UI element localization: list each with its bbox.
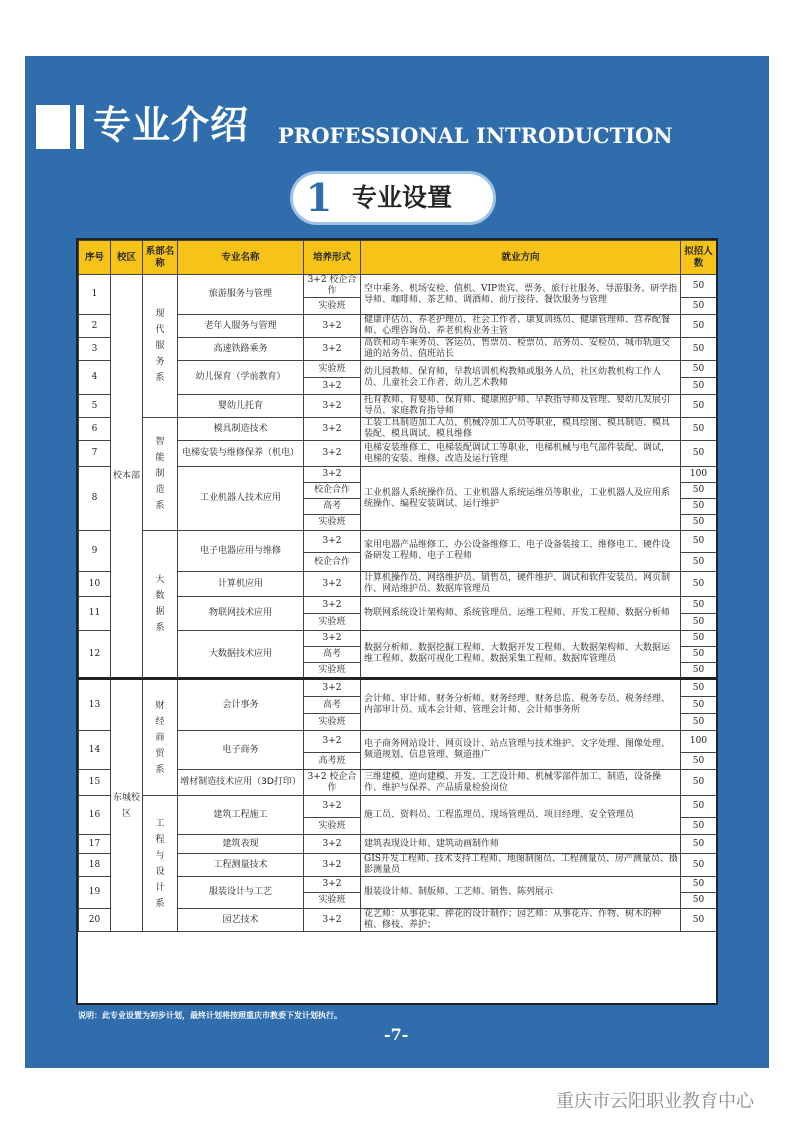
department-cell: 财经商贸系	[143, 679, 178, 796]
training-mode: 实验班	[304, 515, 361, 531]
row-seq: 14	[79, 731, 111, 770]
row-seq: 12	[79, 631, 111, 679]
training-mode: 3+2	[304, 909, 361, 932]
quota: 50	[681, 418, 717, 441]
career-direction: 空中乘务、机场安检、值机、VIP贵宾、票务、旅行社服务、导游服务、研学指导师、咖啡师、茶艺师、调酒师、前厅接待、餐饮服务与管理	[361, 275, 681, 315]
section-title: 专业设置	[352, 183, 453, 212]
quota: 50	[681, 572, 717, 597]
row-seq: 3	[79, 338, 111, 361]
quota: 50	[681, 395, 717, 418]
training-mode: 3+2	[304, 679, 361, 697]
majors-table	[76, 238, 718, 1005]
quota: 50	[681, 877, 717, 893]
training-mode: 高考	[304, 647, 361, 663]
career-direction: 计算机操作员、网络维护员、销售员，硬件维护、调试和软件安装员、网页制作、网站维护员、数据库管理员	[361, 572, 681, 597]
row-seq: 6	[79, 418, 111, 441]
career-direction: 工业机器人系统操作员、工业机器人系统运维员等职业，工业机器人及应用系统操作、编程安装调试、运行维护	[361, 467, 681, 531]
row-seq: 1	[79, 275, 111, 315]
quota: 50	[681, 697, 717, 714]
page-title-english: PROFESSIONAL INTRODUCTION	[278, 123, 673, 148]
department-cell: 大数据系	[143, 531, 178, 679]
training-mode: 实验班	[304, 893, 361, 909]
training-mode: 高考	[304, 697, 361, 714]
career-direction: 幼儿园教师、保育师，早教培训机构教师或服务人员，社区幼教机构工作人员、儿童社会工作者、幼儿艺术教师	[361, 361, 681, 395]
major-name: 婴幼儿托育	[178, 395, 304, 418]
major-name: 大数据技术应用	[178, 631, 304, 679]
career-direction: GIS开发工程师、技术支持工程师、地图制图员、工程测量员、房产测量员、摄影测量员	[361, 854, 681, 877]
page-number: -7-	[384, 1025, 409, 1044]
quota: 50	[681, 714, 717, 731]
training-mode: 3+2	[304, 441, 361, 467]
quota: 50	[681, 614, 717, 631]
training-mode: 3+2	[304, 877, 361, 893]
training-mode: 实验班	[304, 714, 361, 731]
major-name: 服装设计与工艺	[178, 877, 304, 909]
quota: 50	[681, 818, 717, 835]
career-direction: 花艺师：从事花束、捧花的设计制作；园艺师：从事花卉、作物、树木的种植、修枝、养护；	[361, 909, 681, 932]
department-cell: 智能制造系	[143, 418, 178, 531]
quota: 50	[681, 597, 717, 614]
quota: 100	[681, 731, 717, 753]
training-mode: 实验班	[304, 298, 361, 315]
row-seq: 2	[79, 315, 111, 338]
training-mode: 校企合作	[304, 553, 361, 572]
major-name: 计算机应用	[178, 572, 304, 597]
major-name: 老年人服务与管理	[178, 315, 304, 338]
training-mode: 3+2	[304, 378, 361, 395]
header-dept: 系部名称	[143, 241, 178, 275]
header-mode: 培养形式	[304, 241, 361, 275]
career-direction: 物联网系统设计架构师、系统管理员、运维工程师、开发工程师、数据分析师	[361, 597, 681, 631]
page-title: 专业介绍	[93, 103, 250, 147]
training-mode: 3+2	[304, 572, 361, 597]
table-row	[79, 531, 717, 553]
major-name: 旅游服务与管理	[178, 275, 304, 315]
major-name: 工程测量技术	[178, 854, 304, 877]
training-mode: 3+2	[304, 531, 361, 553]
row-seq: 16	[79, 796, 111, 835]
quota: 50	[681, 298, 717, 315]
major-name: 物联网技术应用	[178, 597, 304, 631]
major-name: 高速铁路乘务	[178, 338, 304, 361]
quota: 50	[681, 361, 717, 378]
table-row	[79, 275, 717, 298]
row-seq: 4	[79, 361, 111, 395]
quota: 50	[681, 770, 717, 796]
training-mode: 3+2	[304, 835, 361, 854]
training-mode: 3+2	[304, 418, 361, 441]
quota: 50	[681, 663, 717, 679]
footnote: 说明：此专业设置为初步计划，最终计划将按照重庆市教委下发计划执行。	[78, 1011, 342, 1020]
career-direction: 电子商务网站设计、网页设计、站点管理与技术维护、文字处理、图像处理、频道规划、信息管理、频道推广	[361, 731, 681, 770]
quota: 50	[681, 835, 717, 854]
section-number: 1	[305, 175, 333, 220]
header-quota: 拟招人数	[681, 241, 717, 275]
career-direction: 托育教师、育婴师、保育师、健康照护师、早教指导师及管理、婴幼儿发展引导员、家庭教育指导师	[361, 395, 681, 418]
quota: 50	[681, 531, 717, 553]
quota: 50	[681, 893, 717, 909]
row-seq: 15	[79, 770, 111, 796]
quota: 50	[681, 338, 717, 361]
watermark-text: 重庆市云阳职业教育中心	[556, 1091, 754, 1112]
training-mode: 校企合作	[304, 483, 361, 499]
quota: 100	[681, 467, 717, 483]
campus-cell: 东城校区	[111, 679, 143, 932]
row-seq: 11	[79, 597, 111, 631]
quota: 50	[681, 854, 717, 877]
major-name: 会计事务	[178, 679, 304, 731]
quota: 50	[681, 483, 717, 499]
title-accent-bar	[76, 105, 84, 149]
training-mode: 3+2	[304, 854, 361, 877]
row-seq: 17	[79, 835, 111, 854]
major-name: 建筑表现	[178, 835, 304, 854]
department-cell: 现代服务系	[143, 275, 178, 418]
training-mode: 实验班	[304, 361, 361, 378]
row-seq: 10	[79, 572, 111, 597]
major-name: 电梯安装与维修保养（机电）	[178, 441, 304, 467]
table-row	[79, 796, 717, 818]
career-direction: 服装设计师、制版师、工艺师、销售、陈列展示	[361, 877, 681, 909]
table-row	[79, 679, 717, 697]
quota: 50	[681, 753, 717, 770]
quota: 50	[681, 499, 717, 515]
campus-cell: 校本部	[111, 275, 143, 679]
row-seq: 18	[79, 854, 111, 877]
quota: 50	[681, 378, 717, 395]
training-mode: 实验班	[304, 614, 361, 631]
training-mode: 3+2	[304, 315, 361, 338]
training-mode: 3+2	[304, 796, 361, 818]
title-accent-block	[36, 105, 70, 149]
career-direction: 三维建模、逆向建模、开发、工艺设计师、机械零部件加工、制造，设备操作、维护与保养、产品质量检验岗位	[361, 770, 681, 796]
major-name: 工业机器人技术应用	[178, 467, 304, 531]
training-mode: 3+2 校企合作	[304, 275, 361, 298]
training-mode: 3+2	[304, 597, 361, 614]
quota: 50	[681, 315, 717, 338]
career-direction: 施工员、资料员、工程监理员、现场管理员、项目经理、安全管理员	[361, 796, 681, 835]
major-name: 幼儿保育（学前教育）	[178, 361, 304, 395]
quota: 50	[681, 441, 717, 467]
career-direction: 健康评估员、养老护理员、社会工作者、康复训练员、健康管理师、营养配餐师、心理咨询员、养老机构业务主管	[361, 315, 681, 338]
quota: 50	[681, 796, 717, 818]
quota: 50	[681, 909, 717, 932]
row-seq: 5	[79, 395, 111, 418]
row-seq: 9	[79, 531, 111, 572]
header-major: 专业名称	[178, 241, 304, 275]
table-row	[79, 418, 717, 441]
row-seq: 7	[79, 441, 111, 467]
training-mode: 3+2	[304, 731, 361, 753]
training-mode: 3+2	[304, 395, 361, 418]
header-seq: 序号	[79, 241, 111, 275]
training-mode: 3+2	[304, 631, 361, 647]
training-mode: 高考班	[304, 753, 361, 770]
career-direction: 建筑表现设计师、建筑动画制作师	[361, 835, 681, 854]
major-name: 电子电器应用与维修	[178, 531, 304, 572]
career-direction: 家用电器产品维修工、办公设备维修工、电子设备装接工、维修电工、硬件设备研发工程师、电子工程师	[361, 531, 681, 572]
training-mode: 实验班	[304, 818, 361, 835]
department-cell: 工程与设计系	[143, 796, 178, 932]
training-mode: 3+2 校企合作	[304, 770, 361, 796]
quota: 50	[681, 553, 717, 572]
row-seq: 8	[79, 467, 111, 531]
row-seq: 19	[79, 877, 111, 909]
quota: 50	[681, 515, 717, 531]
table-body	[79, 275, 717, 932]
career-direction: 会计师、审计师、财务分析师、财务经理、财务总监、税务专员、税务经理、内部审计员、成本会计师、管理会计师、会计师事务所	[361, 679, 681, 731]
row-seq: 13	[79, 679, 111, 731]
career-direction: 数据分析师、数据挖掘工程师、大数据开发工程师、大数据架构师、大数据运维工程师、数据可视化工程师、数据采集工程师、数据库管理员	[361, 631, 681, 679]
training-mode: 3+2	[304, 467, 361, 483]
career-direction: 工装工具制造加工人员、机械冷加工人员等职业，模具绘图、模具制造、模具装配、模具调试、模具维修	[361, 418, 681, 441]
quota: 50	[681, 679, 717, 697]
quota: 50	[681, 647, 717, 663]
quota: 50	[681, 631, 717, 647]
header-campus: 校区	[111, 241, 143, 275]
training-mode: 高考	[304, 499, 361, 515]
major-name: 建筑工程施工	[178, 796, 304, 835]
major-name: 电子商务	[178, 731, 304, 770]
training-mode: 实验班	[304, 663, 361, 679]
career-direction: 电梯安装维修工、电梯装配调试工等职业，电梯机械与电气部件装配、调试，电梯的安装、维修、改造及运行管理	[361, 441, 681, 467]
header-career: 就业方向	[361, 241, 681, 275]
major-name: 模具制造技术	[178, 418, 304, 441]
major-name: 园艺技术	[178, 909, 304, 932]
training-mode: 3+2	[304, 338, 361, 361]
major-name: 增材制造技术应用（3D打印）	[178, 770, 304, 796]
quota: 50	[681, 275, 717, 298]
career-direction: 高铁和动车乘务员、客运员、售票员、检票员、站务员、安检员、城市轨道交通的站务员、值班站长	[361, 338, 681, 361]
row-seq: 20	[79, 909, 111, 932]
